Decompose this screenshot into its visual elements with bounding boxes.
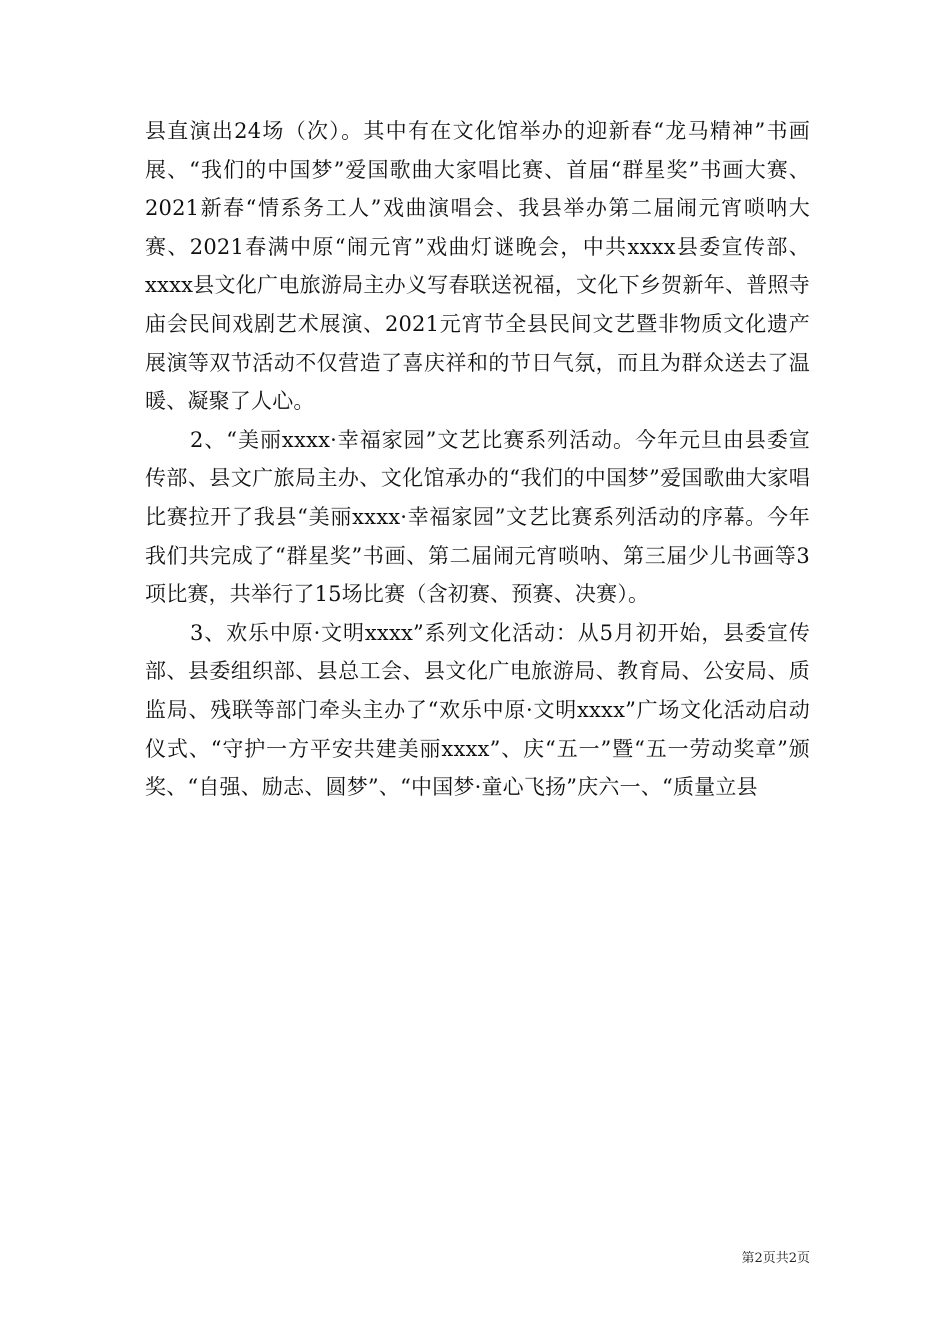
page-number: 第2页共2页 <box>741 1251 810 1266</box>
paragraph-3: 3、欢乐中原·文明xxxx”系列文化活动：从5月初开始，县委宣传部、县委组织部、县总工会、县文化广电旅游局、教育局、公安局、质监局、残联等部门牵头主办了“欢乐中原·文明xxxx”广场文化活动启动仪式、“守护一方平安共建美丽xxxx”、庆“五一”暨“五一劳动奖章”颁奖、“自强、励志、圆梦”、“中国梦·童心飞扬”庆六一、“质量立县 <box>145 620 810 800</box>
paragraph-1: 县直演出24场（次）。其中有在文化馆举办的迎新春“龙马精神”书画展、“我们的中国梦”爱国歌曲大家唱比赛、首届“群星奖”书画大赛、2021新春“情系务工人”戏曲演唱会、我县举办第二届闹元宵唢呐大赛、2021春满中原“闹元宵”戏曲灯谜晚会，中共xxxx县委宣传部、xxxx县文化广电旅游局主办义写春联送祝福，文化下乡贺新年、普照寺庙会民间戏剧艺术展演、2021元宵节全县民间文艺暨非物质文化遗产展演等双节活动不仅营造了喜庆祥和的节日气氛，而且为群众送去了温暖、凝聚了人心。 <box>145 119 810 414</box>
paragraph-2: 2、“美丽xxxx·幸福家园”文艺比赛系列活动。今年元旦由县委宣传部、县文广旅局主办、文化馆承办的“我们的中国梦”爱国歌曲大家唱比赛拉开了我县“美丽xxxx·幸福家园”文艺比赛系列活动的序幕。今年我们共完成了“群星奖”书画、第二届闹元宵唢呐、第三届少儿书画等3项比赛，共举行了15场比赛（含初赛、预赛、决赛）。 <box>145 427 810 607</box>
document-body <box>145 112 810 807</box>
